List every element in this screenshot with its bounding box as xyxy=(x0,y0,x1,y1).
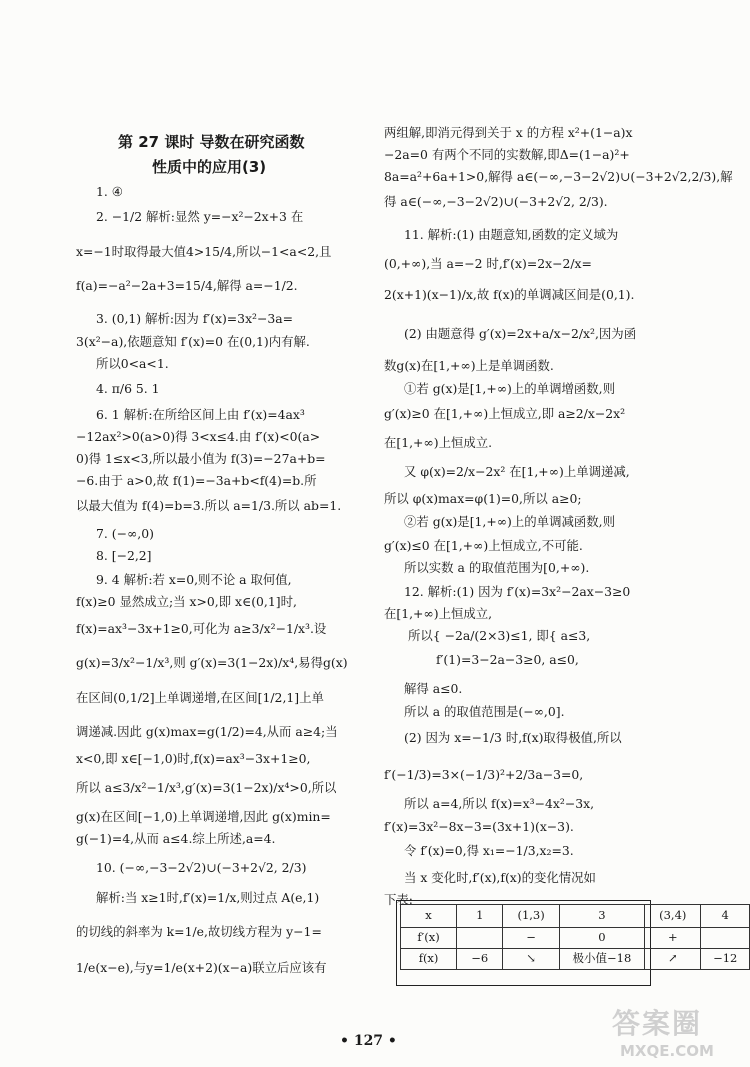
right-text-line: 得 a∈(−∞,−3−2√2)∪(−3+2√2, 2/3). xyxy=(384,194,608,209)
left-text-line: 性质中的应用(3) xyxy=(152,158,267,176)
table-cell: (3,4) xyxy=(645,905,701,928)
right-text-line: ①若 g(x)是[1,+∞)上的单调增函数,则 xyxy=(404,381,615,396)
right-text-line: 12. 解析:(1) 因为 f′(x)=3x²−2ax−3≥0 xyxy=(404,584,631,599)
left-text-line: 4. π/6 5. 1 xyxy=(96,381,160,396)
table-cell xyxy=(457,928,503,949)
left-text-line: 3(x²−a),依题意知 f′(x)=0 在(0,1)内有解. xyxy=(76,334,310,349)
left-text-line: g(x)在区间[−1,0)上单调递增,因此 g(x)min= xyxy=(76,809,331,824)
left-text-line: 调递减.因此 g(x)max=g(1/2)=4,从而 a≥4;当 xyxy=(76,724,338,739)
left-text-line: 7. (−∞,0) xyxy=(96,526,154,541)
left-text-line: 所以 a≤3/x²−1/x³,g′(x)=3(1−2x)/x⁴>0,所以 xyxy=(76,780,337,795)
table-cell xyxy=(701,928,750,949)
right-text-line: 当 x 变化时,f′(x),f(x)的变化情况如 xyxy=(404,870,596,885)
table-cell: 极小值−18 xyxy=(559,949,644,970)
left-text-line: 9. 4 解析:若 x=0,则不论 a 取何值, xyxy=(96,572,292,587)
table-cell: −6 xyxy=(457,949,503,970)
watermark-logo xyxy=(612,1007,742,1062)
right-text-line: ②若 g(x)是[1,+∞)上的单调减函数,则 xyxy=(404,514,615,529)
table-cell: f(x) xyxy=(401,949,457,970)
table-cell: + xyxy=(645,928,701,949)
left-text-line: 0)得 1≤x<3,所以最小值为 f(3)=−27a+b= xyxy=(76,451,326,466)
right-text-line: 11. 解析:(1) 由题意知,函数的定义域为 xyxy=(404,227,619,242)
right-text-line: (0,+∞),当 a=−2 时,f′(x)=2x−2/x= xyxy=(384,256,592,271)
left-text-line: 以最大值为 f(4)=b=3.所以 a=1/3.所以 ab=1. xyxy=(76,498,342,513)
right-text-line: 数g(x)在[1,+∞)上是单调函数. xyxy=(384,358,554,373)
table-cell: 3 xyxy=(559,905,644,928)
left-text-line: 2. −1/2 解析:显然 y=−x²−2x+3 在 xyxy=(96,209,304,224)
left-text-line: g(−1)=4,从而 a≤4.综上所述,a=4. xyxy=(76,831,276,846)
variation-table xyxy=(400,904,750,970)
table-cell: (1,3) xyxy=(503,905,559,928)
right-text-line: 令 f′(x)=0,得 x₁=−1/3,x₂=3. xyxy=(404,843,574,858)
right-text-line: 所以 a 的取值范围是(−∞,0]. xyxy=(404,704,565,719)
table-cell: f′(x) xyxy=(401,928,457,949)
left-text-line: 1/e(x−e),与y=1/e(x+2)(x−a)联立后应该有 xyxy=(76,960,327,975)
right-text-line: 两组解,即消元得到关于 x 的方程 x²+(1−a)x xyxy=(384,125,633,140)
right-text-line: 所以 φ(x)max=φ(1)=0,所以 a≥0; xyxy=(384,491,582,506)
left-text-line: 在区间(0,1/2]上单调递增,在区间[1/2,1]上单 xyxy=(76,690,324,705)
right-text-line: 在[1,+∞)上恒成立. xyxy=(384,435,493,450)
left-text-line: 10. (−∞,−3−2√2)∪(−3+2√2, 2/3) xyxy=(96,860,307,875)
right-text-line: 又 φ(x)=2/x−2x² 在[1,+∞)上单调递减, xyxy=(404,464,630,479)
watermark-text: 答案圈 xyxy=(612,1007,703,1040)
right-text-line: 所以{ −2a/(2×3)≤1, 即{ a≤3, xyxy=(408,628,591,643)
table-cell: − xyxy=(503,928,559,949)
left-text-line: 所以0<a<1. xyxy=(96,356,169,371)
right-text-line: 所以 a=4,所以 f(x)=x³−4x²−3x, xyxy=(404,796,595,811)
right-text-line: 解得 a≤0. xyxy=(404,681,463,696)
left-text-line: 的切线的斜率为 k=1/e,故切线方程为 y−1= xyxy=(76,924,322,939)
left-text-line: f(x)≥0 显然成立;当 x>0,即 x∈(0,1]时, xyxy=(76,594,297,609)
right-text-line: (2) 因为 x=−1/3 时,f(x)取得极值,所以 xyxy=(404,730,622,745)
table-cell: 0 xyxy=(559,928,644,949)
left-text-line: g(x)=3/x²−1/x³,则 g′(x)=3(1−2x)/x⁴,易得g(x) xyxy=(76,655,348,670)
left-text-line: x=−1时取得最大值4>15/4,所以−1<a<2,且 xyxy=(76,244,332,259)
right-text-line: g′(x)≤0 在[1,+∞)上恒成立,不可能. xyxy=(384,538,583,553)
table-row xyxy=(401,949,750,970)
right-text-line: f′(−1/3)=3×(−1/3)²+2/3a−3=0, xyxy=(384,767,584,782)
watermark-url: MXQE.COM xyxy=(620,1042,714,1060)
right-text-line: (2) 由题意得 g′(x)=2x+a/x−2/x²,因为函 xyxy=(404,326,637,341)
table-cell: 1 xyxy=(457,905,503,928)
right-text-line: f′(1)=3−2a−3≥0, a≤0, xyxy=(436,652,579,667)
right-text-line: 8a=a²+6a+1>0,解得 a∈(−∞,−3−2√2)∪(−3+2√2,2/3),解 xyxy=(384,169,733,184)
left-text-line: 6. 1 解析:在所给区间上由 f′(x)=4ax³ xyxy=(96,407,305,422)
right-text-line: 2(x+1)(x−1)/x,故 f(x)的单调减区间是(0,1). xyxy=(384,287,635,302)
left-text-line: x<0,即 x∈[−1,0)时,f(x)=ax³−3x+1≥0, xyxy=(76,751,311,766)
left-text-line: 8. [−2,2] xyxy=(96,548,152,563)
left-text-line: f(a)=−a²−2a+3=15/4,解得 a=−1/2. xyxy=(76,278,298,293)
table-cell: ↘ xyxy=(503,949,559,970)
left-text-line: −12ax²>0(a>0)得 3<x≤4.由 f′(x)<0(a> xyxy=(76,429,321,444)
table-row xyxy=(401,928,750,949)
left-text-line: 3. (0,1) 解析:因为 f′(x)=3x²−3a= xyxy=(96,311,294,326)
table-cell: 4 xyxy=(701,905,750,928)
right-text-line: −2a=0 有两个不同的实数解,即Δ=(1−a)²+ xyxy=(384,147,630,162)
left-text-line: f(x)=ax³−3x+1≥0,可化为 a≥3/x²−1/x³.设 xyxy=(76,621,327,636)
right-text-line: 下表: xyxy=(384,892,413,907)
right-text-line: 在[1,+∞)上恒成立, xyxy=(384,606,493,621)
left-text-line: −6.由于 a>0,故 f(1)=−3a+b<f(4)=b.所 xyxy=(76,473,317,488)
table-cell: −12 xyxy=(701,949,750,970)
table-cell: x xyxy=(401,905,457,928)
right-text-line: g′(x)≥0 在[1,+∞)上恒成立,即 a≥2/x−2x² xyxy=(384,406,626,421)
right-text-line: 所以实数 a 的取值范围为[0,+∞). xyxy=(404,560,590,575)
table-cell: ↗ xyxy=(645,949,701,970)
right-text-line: f′(x)=3x²−8x−3=(3x+1)(x−3). xyxy=(384,819,574,834)
page-number: • 127 • xyxy=(340,1033,397,1049)
table-row xyxy=(401,905,750,928)
left-text-line: 1. ④ xyxy=(96,184,123,199)
left-text-line: 第 27 课时 导数在研究函数 xyxy=(118,133,305,151)
left-text-line: 解析:当 x≥1时,f′(x)=1/x,则过点 A(e,1) xyxy=(96,890,320,905)
